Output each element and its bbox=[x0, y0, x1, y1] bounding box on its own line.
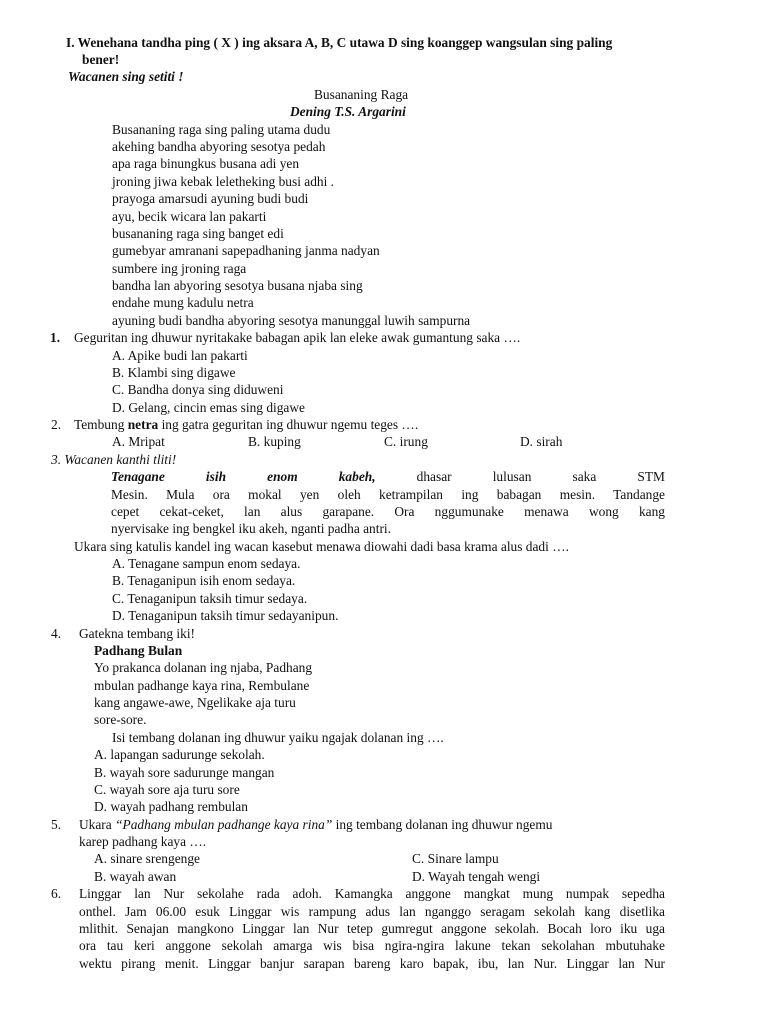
q3-bold-word: isih bbox=[205, 469, 227, 484]
section-title-line2: bener! bbox=[82, 52, 120, 67]
poem-author: Dening T.S. Argarini bbox=[290, 104, 406, 119]
q4-question: Isi tembang dolanan ing dhuwur yaiku ngajak dolanan ing …. bbox=[112, 730, 444, 745]
q1-text: Geguritan ing dhuwur nyritakake babagan apik lan eleke awak gumantung saka …. bbox=[74, 330, 521, 345]
q3-bold-word: enom bbox=[267, 469, 298, 484]
q4-song-line: mbulan padhange kaya rina, Rembulane bbox=[94, 678, 310, 693]
q2-option-b[interactable]: B. kuping bbox=[248, 434, 301, 449]
q2-text bbox=[74, 416, 418, 433]
q4-song-line: kang angawe-awe, Ngelikake aja turu bbox=[94, 695, 296, 710]
q2-number: 2. bbox=[51, 417, 62, 432]
q3-question: Ukara sing katulis kandel ing wacan kasebut menawa diowahi dadi basa krama alus dadi …. bbox=[74, 539, 569, 554]
q5-text-line2: karep padhang kaya …. bbox=[79, 834, 207, 849]
q5-text bbox=[79, 816, 552, 833]
q3-word: STM bbox=[637, 469, 665, 484]
q6-passage-line: onthel. Jam 06.00 esuk Linggar wis rampung adus lan nganggo seragam sekolah kang disetlika bbox=[79, 904, 665, 919]
q1-option-b[interactable]: B. Klambi sing digawe bbox=[112, 365, 236, 380]
poem-line: jroning jiwa kebak leletheking busi adhi . bbox=[112, 174, 335, 189]
q2-keyword: netra bbox=[127, 417, 159, 432]
poem-line: endahe mung kadulu netra bbox=[112, 295, 254, 310]
q5-option-a[interactable]: A. sinare srengenge bbox=[94, 851, 200, 866]
poem-line: gumebyar amranani sapepadhaning janma nadyan bbox=[112, 243, 380, 258]
poem-line: prayoga amarsudi ayuning budi budi bbox=[112, 191, 309, 206]
q6-passage-line: mlithit. Senajan mangkono Linggar lan Nur tetep gumregut anggone sekolah. Bocah loro iku uga bbox=[79, 921, 665, 936]
q3-option-c[interactable]: C. Tenaganipun taksih timur sedaya. bbox=[112, 591, 308, 606]
poem-line: bandha lan abyoring sesotya busana njaba sing bbox=[112, 278, 363, 293]
q4-text: Gatekna tembang iki! bbox=[79, 626, 196, 641]
poem-line: busananing raga sing banget edi bbox=[112, 226, 284, 241]
q2-text-after: ing gatra geguritan ing dhuwur ngemu teges …. bbox=[158, 417, 419, 432]
q6-passage-line: Linggar lan Nur sekolahe rada adoh. Kamangka anggone mangkat mung numpak sepedha bbox=[79, 886, 665, 901]
q4-song-title: Padhang Bulan bbox=[94, 643, 183, 658]
q3-option-d[interactable]: D. Tenaganipun taksih timur sedayanipun. bbox=[112, 608, 339, 623]
q1-number: 1. bbox=[50, 330, 61, 345]
q5-option-b[interactable]: B. wayah awan bbox=[94, 869, 177, 884]
q6-passage-line: wektu pirang menit. Linggar banjur sarapan bareng karo bapak, ibu, lan Nur. Linggar lan Nur bbox=[79, 956, 665, 971]
q1-option-a[interactable]: A. Apike budi lan pakarti bbox=[112, 348, 248, 363]
q2-option-d[interactable]: D. sirah bbox=[520, 434, 563, 449]
q4-option-b[interactable]: B. wayah sore sadurunge mangan bbox=[94, 765, 275, 780]
q3-bold-word: kabeh, bbox=[338, 469, 376, 484]
q5-option-d[interactable]: D. Wayah tengah wengi bbox=[412, 869, 541, 884]
q3-passage-line4: nyervisake ing bengkel iku akeh, nganti padha antri. bbox=[111, 521, 392, 536]
poem-line: akehing bandha abyoring sesotya pedah bbox=[112, 139, 326, 154]
q1-option-c[interactable]: C. Bandha donya sing diduweni bbox=[112, 382, 284, 397]
poem-line: Busananing raga sing paling utama dudu bbox=[112, 122, 331, 137]
poem-title: Busananing Raga bbox=[314, 87, 409, 102]
q4-number: 4. bbox=[51, 626, 62, 641]
q6-number: 6. bbox=[51, 886, 62, 901]
section-title-line1: I. Wenehana tandha ping ( X ) ing aksara A, B, C utawa D sing koanggep wangsulan sing paling bbox=[66, 35, 613, 50]
q3-option-a[interactable]: A. Tenagane sampun enom sedaya. bbox=[112, 556, 301, 571]
q4-option-d[interactable]: D. wayah padhang rembulan bbox=[94, 799, 248, 814]
poem-line: sumbere ing jroning raga bbox=[112, 261, 247, 276]
q2-text-before: Tembung bbox=[74, 417, 128, 432]
q3-word: lulusan bbox=[492, 469, 532, 484]
q3-passage-line2: Mesin. Mula ora mokal yen oleh ketrampilan ing babagan mesin. Tandange bbox=[111, 487, 665, 502]
poem-line: apa raga binungkus busana adi yen bbox=[112, 156, 300, 171]
q3-intro: 3. Wacanen kanthi tliti! bbox=[51, 452, 177, 467]
q3-bold-word: Tenagane bbox=[111, 469, 165, 484]
q4-song-line: sore-sore. bbox=[94, 712, 147, 727]
q2-option-c[interactable]: C. irung bbox=[384, 434, 428, 449]
q3-passage-line1 bbox=[111, 468, 665, 485]
q3-passage-line3: cepet cekat-ceket, lan alus garapane. Ora nggumunake menawa wong kang bbox=[111, 504, 665, 519]
section-instruction: Wacanen sing setiti ! bbox=[68, 69, 184, 84]
q3-word: saka bbox=[572, 469, 597, 484]
q1-option-d[interactable]: D. Gelang, cincin emas sing digawe bbox=[112, 400, 305, 415]
q3-option-b[interactable]: B. Tenaganipun isih enom sedaya. bbox=[112, 573, 296, 588]
q5-option-c[interactable]: C. Sinare lampu bbox=[412, 851, 499, 866]
q5-text-after: ing tembang dolanan ing dhuwur ngemu bbox=[332, 817, 553, 832]
q4-song-line: Yo prakanca dolanan ing njaba, Padhang bbox=[94, 660, 313, 675]
q3-word: dhasar bbox=[416, 469, 452, 484]
q5-number: 5. bbox=[51, 817, 62, 832]
poem-line: ayuning budi bandha abyoring sesotya manunggal luwih sampurna bbox=[112, 313, 471, 328]
poem-line: ayu, becik wicara lan pakarti bbox=[112, 209, 267, 224]
q4-option-c[interactable]: C. wayah sore aja turu sore bbox=[94, 782, 240, 797]
q6-passage-line: ora tau keri anggone sekolah amarga wis bisa ngira-ngira lakune tekan sekolahan mbutuhake bbox=[79, 938, 665, 953]
q5-text-before: Ukara bbox=[79, 817, 116, 832]
q2-option-a[interactable]: A. Mripat bbox=[112, 434, 165, 449]
q5-quote: “Padhang mbulan padhange kaya rina” bbox=[115, 817, 333, 832]
q4-option-a[interactable]: A. lapangan sadurunge sekolah. bbox=[94, 747, 265, 762]
